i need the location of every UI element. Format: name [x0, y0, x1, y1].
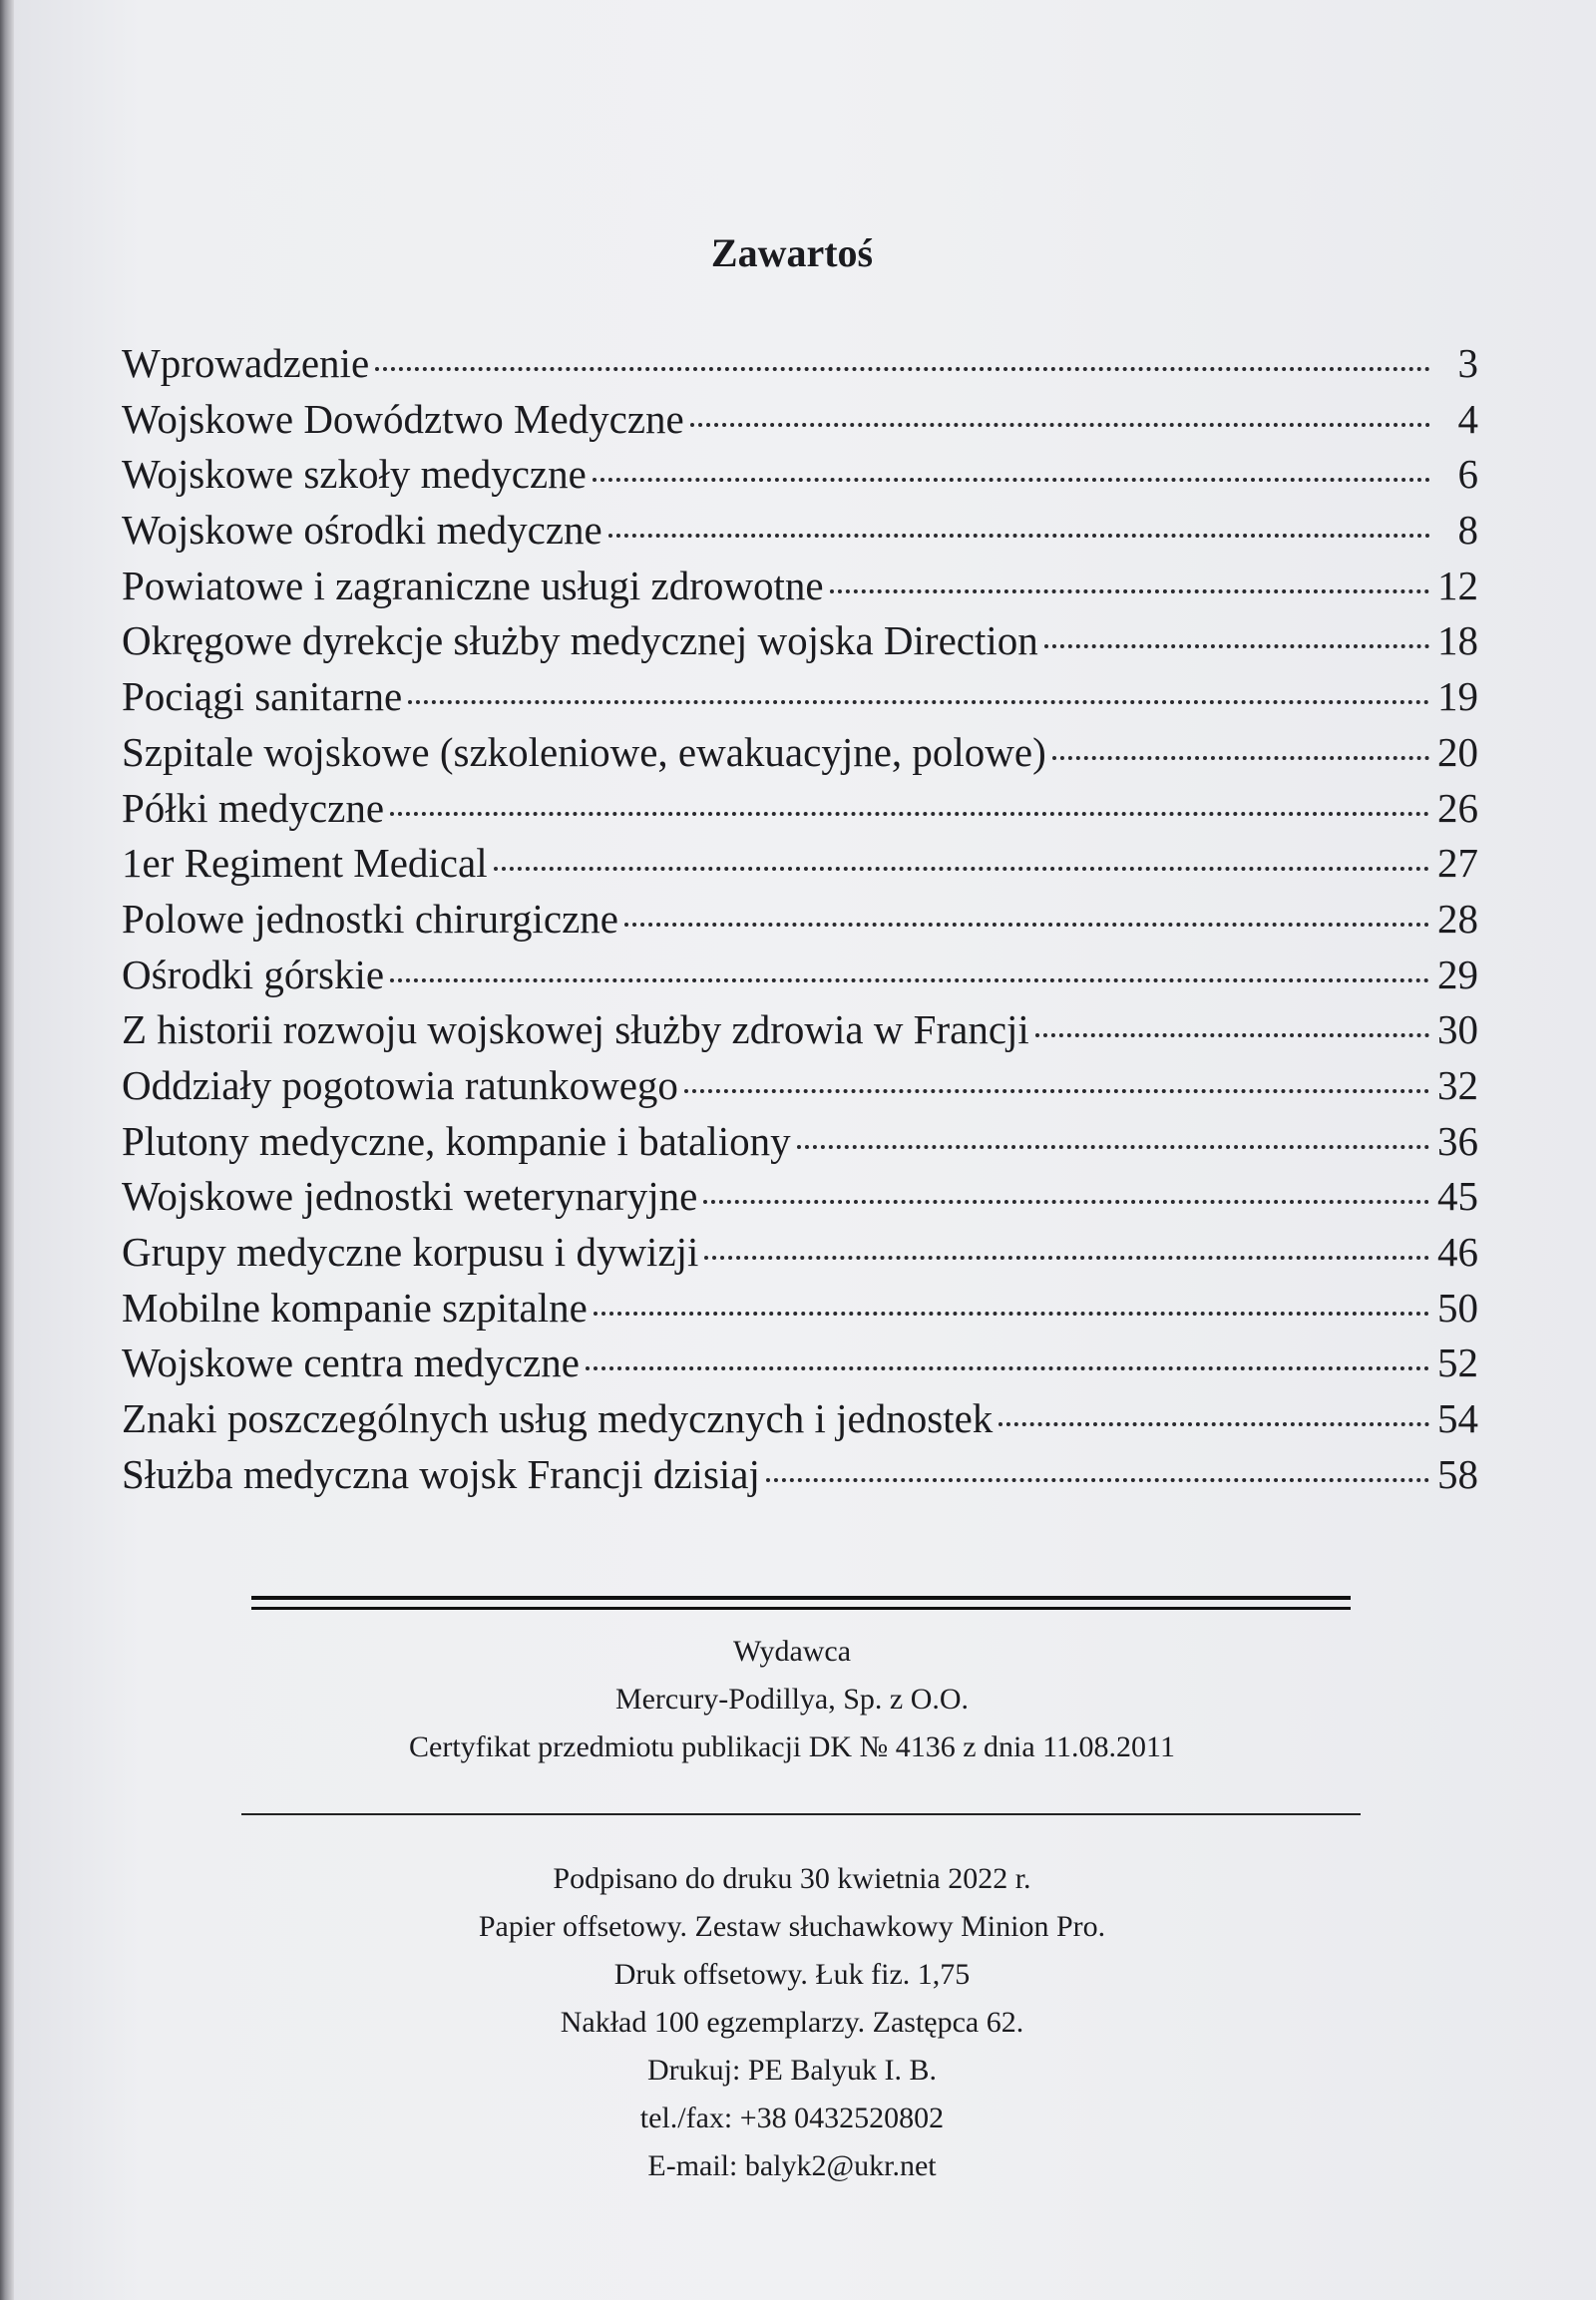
toc-entry: [122, 1005, 1478, 1061]
toc-entry: [122, 1284, 1478, 1340]
publisher-name: Mercury-Podillya, Sp. z O.O.: [614, 1683, 970, 1716]
toc-entry-title: Polowe jednostki chirurgiczne: [122, 895, 618, 942]
toc-entry-page: 18: [1437, 617, 1478, 664]
toc-entry-page: 28: [1437, 895, 1478, 942]
toc-leader-dots: [1052, 756, 1429, 760]
toc-leader-dots: [704, 1256, 1429, 1260]
toc-leader-dots: [998, 1422, 1429, 1426]
toc-entry-page: 45: [1437, 1173, 1478, 1220]
toc-entry-page: 8: [1457, 507, 1478, 554]
toc-entry-title: Wojskowe szkoły medyczne: [122, 451, 587, 498]
print-info-line: Druk offsetowy. Łuk fiz. 1,75: [613, 1958, 971, 1991]
print-info-line: Podpisano do druku 30 kwietnia 2022 r.: [553, 1862, 1031, 1895]
toc-entry-page: 27: [1437, 840, 1478, 887]
toc-entry-page: 30: [1437, 1006, 1478, 1053]
toc-entry-page: 32: [1437, 1061, 1478, 1108]
toc-entry: [122, 951, 1478, 1006]
toc-leader-dots: [830, 589, 1429, 593]
toc-leader-dots: [1035, 1033, 1429, 1037]
toc-entry-title: Służba medyczna wojsk Francji dzisiaj: [122, 1450, 760, 1497]
toc-entry: [122, 895, 1478, 951]
publisher-certificate: Certyfikat przedmiotu publikacji DK № 4136 z dnia 11.08.2011: [409, 1730, 1175, 1763]
toc-leader-dots: [684, 1089, 1429, 1093]
toc-leader-dots: [1044, 644, 1429, 648]
toc-entry-title: Wojskowe centra medyczne: [122, 1340, 580, 1386]
toc-entry: [122, 672, 1478, 728]
toc-entry-page: 29: [1437, 951, 1478, 997]
toc-entry-page: 36: [1437, 1117, 1478, 1164]
toc-entry-page: 4: [1457, 395, 1478, 442]
toc-entry: [122, 506, 1478, 562]
toc-entry-title: Wprowadzenie: [122, 340, 370, 386]
toc-leader-dots: [624, 923, 1429, 927]
table-of-contents: [122, 339, 1478, 1505]
print-info-line: tel./fax: +38 0432520802: [639, 2102, 945, 2134]
toc-entry-page: 46: [1437, 1229, 1478, 1275]
toc-entry-title: Pociągi sanitarne: [122, 673, 403, 720]
toc-entry: [122, 1394, 1478, 1450]
toc-entry-title: Wojskowe ośrodki medyczne: [122, 507, 602, 554]
toc-entry: [122, 839, 1478, 895]
divider: [241, 1813, 1361, 1815]
toc-entry: [122, 450, 1478, 506]
toc-entry: [122, 1061, 1478, 1117]
toc-leader-dots: [390, 978, 1429, 982]
toc-leader-dots: [494, 867, 1429, 871]
toc-entry-title: Szpitale wojskowe (szkoleniowe, ewakuacyjne, polowe): [122, 728, 1046, 775]
toc-leader-dots: [608, 534, 1430, 538]
toc-leader-dots: [586, 1366, 1429, 1370]
toc-entry-title: Grupy medyczne korpusu i dywizji: [122, 1229, 699, 1275]
publisher-label: Wydawca: [732, 1635, 852, 1668]
toc-entry: [122, 1117, 1478, 1173]
toc-entry: [122, 1450, 1478, 1506]
print-info-line: E-mail: balyk2@ukr.net: [647, 2149, 937, 2182]
toc-entry: [122, 1339, 1478, 1394]
toc-entry-page: 20: [1437, 728, 1478, 775]
toc-entry-page: 19: [1437, 673, 1478, 720]
print-info-line: Drukuj: PE Balyuk I. B.: [647, 2054, 937, 2087]
publisher-block: [14, 1628, 1570, 1771]
toc-entry-page: 50: [1437, 1284, 1478, 1331]
toc-entry-page: 26: [1437, 784, 1478, 831]
toc-entry-page: 52: [1437, 1340, 1478, 1386]
toc-entry: [122, 728, 1478, 784]
toc-entry-page: 6: [1457, 451, 1478, 498]
print-info-block: [14, 1855, 1570, 2190]
toc-entry: [122, 395, 1478, 451]
print-info-line: Papier offsetowy. Zestaw słuchawkowy Minion Pro.: [478, 1910, 1106, 1943]
toc-entry-page: 58: [1437, 1450, 1478, 1497]
toc-leader-dots: [594, 1312, 1429, 1316]
toc-entry-page: 54: [1437, 1395, 1478, 1442]
toc-leader-dots: [593, 478, 1430, 482]
toc-entry-title: Wojskowe Dowództwo Medyczne: [122, 395, 684, 442]
page-title: Zawartoś: [710, 230, 874, 275]
toc-leader-dots: [375, 367, 1430, 371]
toc-entry-title: 1er Regiment Medical: [122, 840, 488, 887]
toc-entry-title: Mobilne kompanie szpitalne: [122, 1284, 588, 1331]
toc-entry-title: Ośrodki górskie: [122, 951, 385, 997]
print-info-line: Nakład 100 egzemplarzy. Zastępca 62.: [560, 2006, 1024, 2039]
toc-leader-dots: [690, 423, 1430, 427]
toc-entry-page: 3: [1457, 340, 1478, 386]
toc-leader-dots: [390, 812, 1429, 816]
toc-entry-title: Z historii rozwoju wojskowej służby zdrowia w Francji: [122, 1006, 1029, 1053]
toc-entry-title: Znaki poszczególnych usług medycznych i jednostek: [122, 1395, 994, 1442]
book-page: [14, 0, 1596, 2300]
toc-leader-dots: [766, 1478, 1429, 1482]
toc-entry-title: Okręgowe dyrekcje służby medycznej wojska Direction: [122, 617, 1038, 664]
toc-entry-title: Wojskowe jednostki weterynaryjne: [122, 1173, 698, 1220]
page-edge: [0, 0, 14, 2300]
toc-leader-dots: [703, 1200, 1429, 1204]
toc-entry: [122, 1172, 1478, 1228]
toc-entry: [122, 339, 1478, 395]
toc-entry-title: Oddziały pogotowia ratunkowego: [122, 1061, 678, 1108]
toc-entry-title: Plutony medyczne, kompanie i bataliony: [122, 1117, 791, 1164]
toc-entry-page: 12: [1437, 562, 1478, 608]
toc-entry: [122, 562, 1478, 617]
toc-leader-dots: [408, 700, 1429, 704]
toc-entry: [122, 616, 1478, 672]
toc-entry-title: Półki medyczne: [122, 784, 385, 831]
toc-entry: [122, 1228, 1478, 1284]
double-divider: [251, 1596, 1351, 1610]
toc-leader-dots: [797, 1145, 1429, 1149]
toc-entry-title: Powiatowe i zagraniczne usługi zdrowotne: [122, 562, 824, 608]
toc-entry: [122, 784, 1478, 840]
